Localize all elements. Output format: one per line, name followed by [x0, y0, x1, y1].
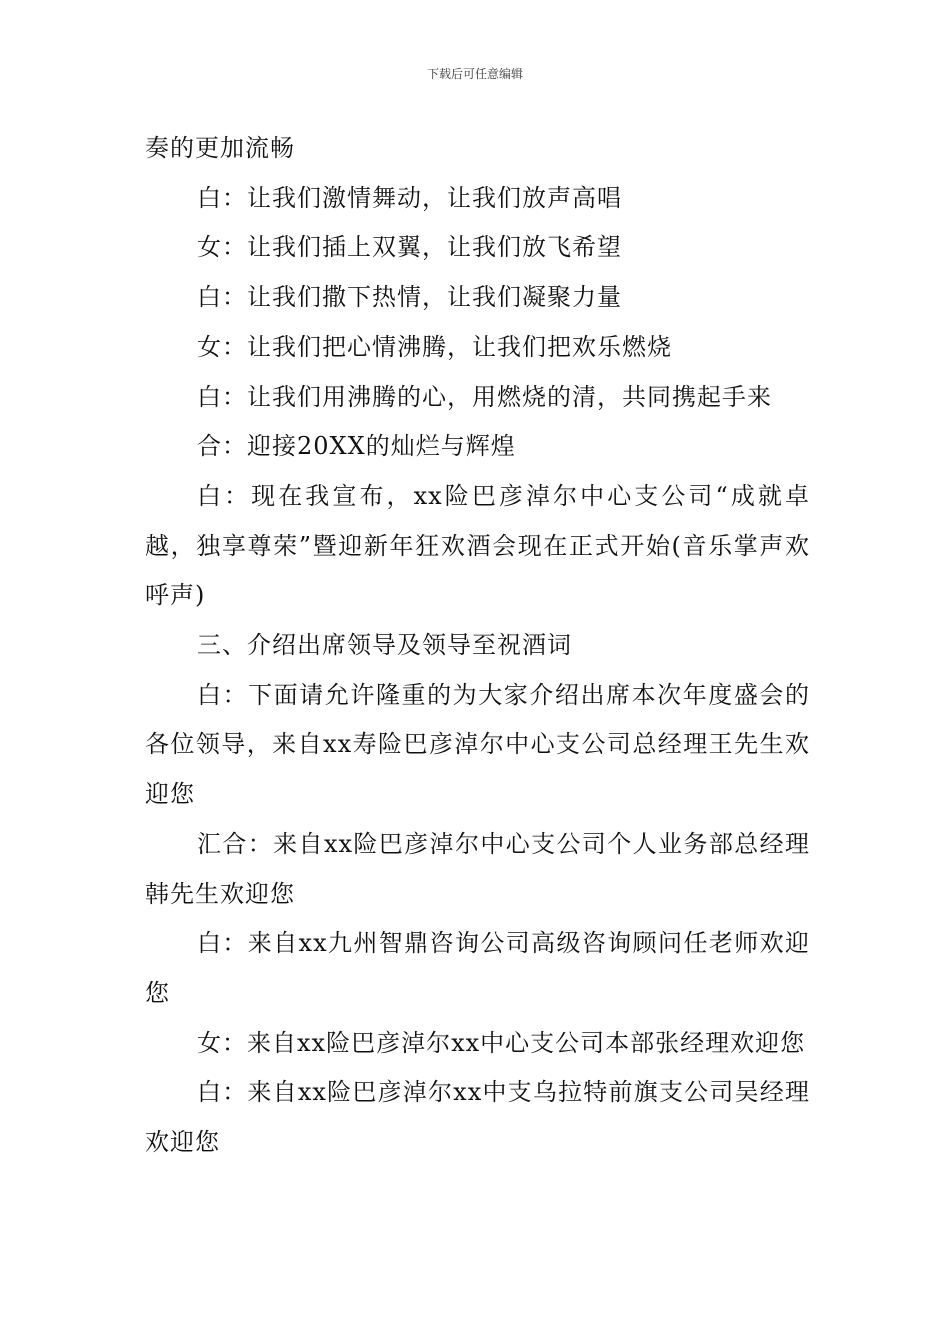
paragraph-11: 汇合：来自xx险巴彦淖尔中心支公司个人业务部总经理韩先生欢迎您: [145, 829, 810, 908]
paragraph-1: 奏的更加流畅: [145, 134, 295, 162]
paragraph-12: 白：来自xx九州智鼎咨询公司高级咨询顾问任老师欢迎您: [145, 929, 810, 1007]
paragraph-13: 女：来自xx险巴彦淖尔xx中心支公司本部张经理欢迎您: [197, 1028, 806, 1057]
paragraph-10: 白：下面请允许隆重的为大家介绍出席本次年度盛会的各位领导，来自xx寿险巴彦淖尔中心支公司总经理王先生欢迎您: [145, 680, 810, 809]
paragraph-7: 合：迎接20XX的灿烂与辉煌: [197, 432, 516, 461]
paragraph-5: 女：让我们把心情沸腾，让我们把欢乐燃烧: [197, 332, 672, 361]
paragraph-3: 女：让我们插上双翼，让我们放飞希望: [197, 233, 622, 262]
paragraph-6: 白：让我们用沸腾的心，用燃烧的清，共同携起手来: [197, 382, 772, 411]
paragraph-4: 白：让我们撒下热情，让我们凝聚力量: [197, 283, 622, 312]
paragraph-14: 白：来自xx险巴彦淖尔xx中支乌拉特前旗支公司吴经理欢迎您: [145, 1078, 810, 1157]
page-header: 下载后可任意编辑: [426, 67, 523, 81]
section-heading: 三、介绍出席领导及领导至祝酒词: [197, 631, 572, 660]
paragraph-8: 白：现在我宣布，xx险巴彦淖尔中心支公司“成就卓越，独享尊荣”暨迎新年狂欢酒会现在正式开始(音乐掌声欢呼声): [145, 481, 810, 610]
document-body: [145, 124, 810, 1168]
paragraph-2: 白：让我们激情舞动，让我们放声高唱: [197, 183, 622, 212]
